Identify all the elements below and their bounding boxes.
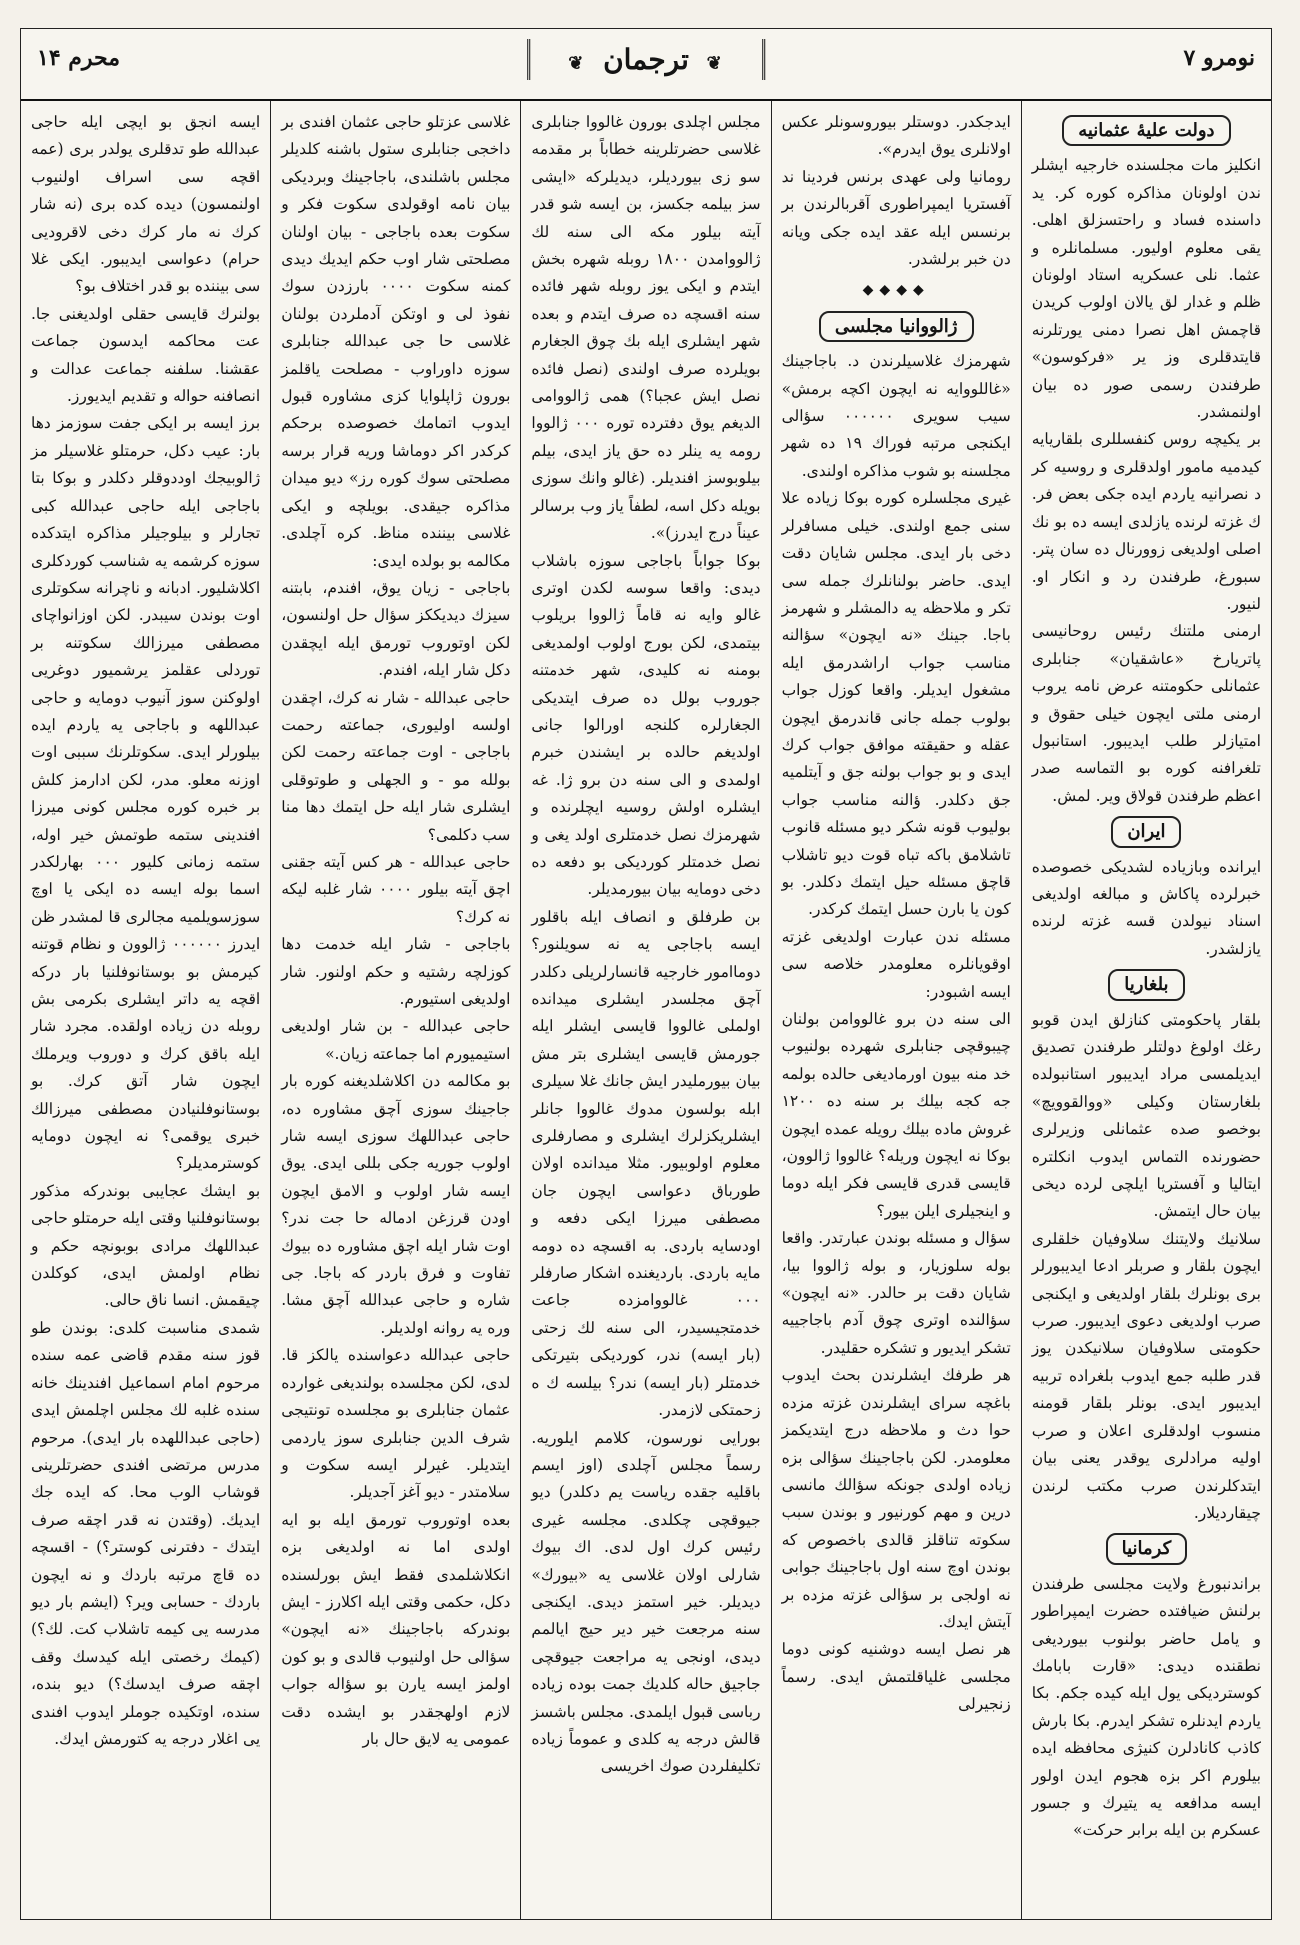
article-paragraph: براندنبورغ ولایت مجلسی طرفندن برلنش ضیافتده حضرت ایمپراطور و یامل حاضر بولنوب بیوردیغی نطقنده دیدی: «قارت بابامك کوستردیکی یول ایله کیده جکم. بکا یاردم ایدنلره تشکر ایدرم. بکا بارش کاذب کانادلرن کنیژی محافظه ایده بیلورم اکر بزه هجوم ایدن اولور ایسه مدافعه یه یتیرك و جسور عسکرم بن ایله برابر حرکت» <box>1031 1574 1261 1840</box>
article-paragraph: هر نصل ایسه دوشنیه کونی دوما مجلسی غلیاقلتمش ایدی. رسماً زنجیرلی <box>781 1640 1011 1714</box>
article-paragraph: حاجی عبدالله - شار نه کرك، اچقدن اولسه اولیوری، جماعته رحمت باجاجی - اوت جماعته رحمت لکن بولله مو - و الجهلی و طوتوقلی ایشلری شار ایله حل ایتمك دها منا سب دکلمی؟ <box>281 688 511 844</box>
section-heading-text: ژالووانیا مجلسی <box>819 311 974 342</box>
newspaper-title-text: ترجمان <box>603 43 689 76</box>
section-heading-text: کرمانیا <box>1106 1533 1188 1564</box>
article-paragraph: سلانیك ولایتنك سلاوفیان خلقلری ایچون بلقار و صربلر ادعا ایدیبورلر بری بونلرك بلقار اولدیغی و ایکنجی صرب اولدیغی دعوی ایدیبور. صرب حکومتی سلاوفیان سلانیکدن یوز قدر طلبه جمع ایدوب بلغراده تربیه ایدیبور ایدی. بونلر بلقار قومنه منسوب اولدقلری اعلان و صرب اولیه مرادلری یوقدر یعنی بیان ایتدکلرندن صرب مکتب لرندن چیقاردیلار. <box>1031 1229 1261 1522</box>
article-paragraph: بو مکالمه دن اکلاشلدیغنه کوره بار جاجینك سوزی آچق مشاوره ده، حاجی عبداللهك سوزی ایسه شار اولوب جوریه جکی بللی ایدی. یوق ایسه شار اولوب و الامق ایچون اودن قرزغن ادماله حا جت ندر؟ اوت شار ایله اچق مشاوره ده بیوك تفاوت و فرق باردر که باجا. جی شاره و حاجی عبدالله آچق مشا. وره یه روانه اولدیلر. <box>281 1072 511 1337</box>
article-paragraph: غلاسی عزتلو حاجی عثمان افندی بر داخجی جنابلری ستول باشنه کلدیلر مجلس باشلندی، باجاجینك وبردیکی بیان نامه اوقولدی سکوت فکر و سکوت بعده باجاجی - بیان اولنان مصلحتی شار اوب حکم ایدیك دیدی کمنه سکوت ۰۰۰۰ بارزدن سوك نفوذ لی و اوتکن آدملردن بولنان غلاسی حا جی عبدالله جنابلری سوزه داوراوب - مصلحت یاقلمز بورون ژاپلوایا کزی مشاوره قبول ایدوب اتمامك خصوصده برحکم کرکدر اکر دوماشا وریه قرار برسه مصلحتی سوك کوره رز» دیو میدان مذاکره جیقدی. بویلچه و ایکی غلاسی بیننده مناظ. كره آچلدی. مکالمه بو بولده ایدی: <box>281 113 511 570</box>
columns <box>21 101 1271 1919</box>
article-paragraph: رومانیا ولی عهدی برنس فردینا ند آفستریا ایمپراطوری آقربالرندن بر برنسس ایله عقد ایده جکی ویانه دن خبر برلشدر. <box>781 167 1011 269</box>
section-heading <box>782 311 1011 342</box>
article-paragraph: بو ایشك عجایبی بوندرکه مذکور بوستانوفلنیا وقتی ایله حرمتلو حاجی عبداللهك مرادی بوبونچه حکم و نظام اولمش ایدی، کوکلدن چیقمش. انسا ناق حالی. <box>30 1181 261 1310</box>
article-paragraph: بولنرك قایسی حقلی اولدیغنی جا. عت محاکمه ایدسون جماعت عقشنا. سلفنه جماعت عدالت و انصافنه حواله و تقدیم ایدیورز. <box>30 304 261 406</box>
article-paragraph: بوکا جواباً باجاجی سوزه باشلاب دیدی: واقعا سوسه لکدن اوتری غالو وایه نه قاماً ژالووا بریلوب بیتمدی، لکن بورج اولوب اولمدیغی بومنه نه کلیدی، شهر خدمتنه جوروب بولل ده صرف ایتدیکی الجغارلره کلنجه اورالوا جانی اولدیغم حالده بر ایشندن خبرم اولمدی و الی سنه دن برو ژا. غه ایشلره اولش روسیه ایچلرنده و شهرمزك نصل خدمتلری اولد یغی و نصل خدمتلر کوردیکی بو دفعه ده دخی دومایه بیان بیورمدیلر. <box>531 551 761 899</box>
article-paragraph: بورایی نورسون، کلامم ایلوریه. رسماً مجلس آچلدی (اوز ایسم باقلیه جقده ریاست یم دکلدر) دیو جیوقچی چکلدی. مجلسه غیری رئیس کرك اول لدی. اك بیوك شارلی اولان غلاسی یه «بیورك» دیدیلر. خیر استمز دیدی. ایکنجی سنه مرجعت خیر دیر حیج ایالمم دیدی، اونجی یه مراجعت جیوقچی جاجیق حاله کلدیك جمت بوده زیاده رباسی قبول ایلمدی. مجلس باشسز قالش درجه یه کلدی و عموماً زیاده تکلیفلردن صوك اخریسی <box>531 1428 761 1776</box>
issue-number: نومرو ۷ <box>1183 45 1255 71</box>
article-paragraph: بن طرفلق و انصاف ایله باقلور ایسه باجاجی یه نه سویلنور؟ دوماامور خارجیه قانسارلریلی دکلدر آچق مجلسدر ایشلری میدانده اولملی غالووا قایسی ایشلر ایله جورمش قایسی ایشلری بتر مش بیان بیورملیدر ایش جانك غلا سیلری ابله بولسون مدوك غالووا جانلر ایشلریکزلرك ایشلری و مصارفلری معلوم اولوبیور. مثلا میدانده اولان طورباق دعواسی ایچون جان مصطفی میرزا ایکی دفعه و اودسایه باردی. به اقسچه ده دومه مایه باردی. باردیغنده اشکار صارفلر ۰۰۰ غالووامزده جاعت خدمتجیسیدر، الی سنه لك زحتی (بار ایسه) ندر، کوردیکی بتیرتکی خدمتلر (بار ایسه) ندر؟ بیلسه ك ه زحمتكی لازمدر. <box>531 907 761 1420</box>
article-paragraph: غیری مجلسلره کوره بوکا زیاده علا سنی جمع اولندی. خیلی مسافرلر دخی بار ایدی. مجلس شایان دقت ایدی. حاضر بولنانلرك جمله سی تکر و ملاحظه یه دالمشلر و شهرمز باجا. جینك «نه ایچون» سؤالنه مناسب جواب اراشدرمق ایله مشغول ایدیلر. واقعا کوزل جواب بولوب جمله جانی قاندرمق ایچون عقله و حقیقته موافق جواب کرك ایدی و بو جواب بولنه جق و آیتلمیه جق دکلدر. ؤالنه مناسب جواب بولیوب قونه شکر دیو مسئله قانوب تاشلامق باکه تباه قوت دیو تاشلاب قاچق مسئله حیل ایتمك دکلدر. بو کون یا بارن حسل ایتمك کرکدر. <box>781 489 1011 919</box>
article-paragraph: حاجی عبدالله - بن شار اولدیغی استیمیورم اما جماعته زیان.» <box>281 1017 511 1063</box>
newspaper-page <box>20 28 1272 1920</box>
column-2 <box>771 101 1021 1919</box>
section-heading <box>1032 1533 1261 1564</box>
article-paragraph: باجاجی - شار ایله خدمت دها کوزلچه رشتیه و حکم اولنور. شار اولدیغی استیورم. <box>281 935 511 1008</box>
section-heading-text: ایران <box>1111 816 1181 847</box>
article-paragraph: بر یکیچه روس کنفسللری بلقاریایه کیدمیه مامور اولدقلری و روسیه کر د نصرانیه یاردم ایده جکی بعض فر. ك غزته لرنده یازلدی ایسه ده بو نك اصلی اولدیغی زوورنال ده سان پتر. سبورغ، طرفندن رد و انکار او. لنیور. <box>1031 430 1261 613</box>
article-paragraph: ارمنی ملتنك رئیس روحانیسی پاتریارخ «عاشقیان» جنابلری عثمانلی حکومتنه عرض نامه یروب ارمنی ملتی ایچون خیلی حقوق و امتیازلر طلب ایدیبور. استانبول تلغرافنه کوره بو التماسه صدر اعظم طرفندن قولاق ویر. لمش. <box>1031 622 1261 805</box>
section-heading <box>1032 816 1261 847</box>
masthead <box>21 29 1271 101</box>
section-heading-text: دولت علیهٔ عثمانیه <box>1062 115 1230 146</box>
ornament-icon: ❦ <box>706 53 724 74</box>
article-paragraph: بلقار پاحکومتی کنازلق ایدن قوبو رغك اولوغ دولتلر طرفندن تصدیق ایدیلمسی مراد ایدیبور استانبولده بلغارستان وکیلی «ووالقوویچ» بوخصو صده عثمانلی وزیرلری حضورنده التماس ایدوب انکلتره ایتالیا و آفستریا ایلچی لرده دیخی بیان حال ایتمش. <box>1031 1010 1261 1221</box>
article-paragraph: باجاجی - زیان یوق، افندم، بابتنه سیزك دیدیککز سؤال حل اولنسون، لکن اوتوروب تورمق ایله ایچقدن دکل شار ایله، افندم. <box>281 578 511 680</box>
column-3 <box>520 101 770 1919</box>
ornamental-divider: ◆◆◆◆ <box>862 282 930 299</box>
article-paragraph: الی سنه دن برو غالووامن بولنان چیبوقچی جنابلری شهرده بولنیوب خد منه بیون اورمادیغی حالده بولمه جه کجه بیلك بر سنه ده ۱۲۰۰ غروش ماده بیلك رویله عمده ایچون بوکا نه ایچون وریله؟ غالووا ژالوون، قایسی قدری قایسی فکر ایله دوما و اینجیلری ایلن بیور؟ <box>781 1010 1011 1220</box>
column-4 <box>270 101 520 1919</box>
article-paragraph: سؤال و مسئله بوندن عبارتدر. واقعا بوله سلوزیار، و بوله ژالووا بیا، شایان دقت بر حالدر. «نه ایچون» سؤالنده اوتری چوق آدم باجاجییه تشکر ایدیور و تشکره حقلیدر. <box>781 1229 1011 1357</box>
article-paragraph: انکلیز مات مجلسنده خارجیه ایشلر ندن اولونان مذاکره کوره کر. ید داسنده فساد و راحتسزلق اهلی. یقی معلوم اولیور. مسلمانلره و عثما. نلی عسکریه استاد اولونان ظلم و غدار لق یالان اولوب کریدن قاچمش اهل نصرا دمنی یورتلرنه قایتدقلری وز یر «فرکوسون» طرفندن رسمی صور ده بیان اولنمشدر. <box>1031 156 1261 422</box>
article-paragraph: حاجی عبدالله - هر کس آیته جقنی اچق آیته بیلور ۰۰۰۰ شار غلبه لیکه نه کرك؟ <box>281 852 511 926</box>
ornament-icon: ❦ <box>568 53 586 74</box>
newspaper-title <box>527 39 765 80</box>
column-1 <box>1021 101 1271 1919</box>
article-paragraph: هر طرفك ایشلرندن بحث ایدوب باغچه سرای ایشلرندن غزته مزده حوا دث و ملاحظه درج ایتدیکمز معلومدر. لکن باجاجینك سؤالی بزه زیاده اولدی جونکه سؤالك مانسی درین و مهم کورنیور و بوندن سبب سکوته تناقلز قالدی باخصوص که بوندن اوچ سنه اول باجاجینك جوابی نه اولجی بر سؤالی غزته مزده بر آیتش ایدك. <box>781 1366 1011 1631</box>
article-paragraph: ایدجکدر. دوستلر بیوروسونلر عکس اولانلری یوق ایدرم». <box>781 113 1011 159</box>
article-paragraph: شهرمزك غلاسیلرندن د. باجاجینك «غاللووایه نه ایچون اکچه برمش» سیب سویری ۰۰۰۰۰۰ سؤالی ایکنجی مرتبه فوراك ۱۹ ده شهر مجلسنه بو شوب مذاکره اولندی. <box>781 352 1011 480</box>
article-paragraph: برز ایسه بر ایکی جفت سوزمز دها بار: عیب دکل، حرمتلو غلاسیلر مز ژالوبیجك اوددوقلر دکلدر و بوکا بتا باجاجی ایله حاجی عبدالله کبی تجارلر و بیلوجیلر مذاکره ایتدکده سوزه کرشمه یه شناسب کوردکلری اکلاشلیور. ادبانه و ناچرانه سکوتلری اوت بوندن سیبدر. لکن اوزانواچای مصطفی میرزالك سکوتنه بر توردلی عقلمز یرشمیور دوغریی اولوکنن سوز آنیوب دومایه و حاجی عبداللهه و باجاجی یه یاردم ایده بیلورلر ایدی. سکوتلرنك سببی اوت اوزنه معلو. مدر، لکن ادارمز کلش بر خبره کوره مجلس کونی میرزا افندینی ستمه طوتمش خیر اوله، ستمه زمانی کلیور ۰۰۰ بهارلکدر اسما بوله ایسه ده ایکی یا اوچ سوزسویلمیه مجالری قا لمشدر ظن ایدرز ۰۰۰۰۰۰ ژالوون و نظام قوتنه کیرمش بو بوستانوفلنیا بار درکه اقچه یه داتر ایشلری بکرمی بش روبله دن زیاده اولقده. مجرد شار ایله باقق کرك و دوروب ویرملك ایچون شار آتق کرك. بو بوستانوفلنیادن مصطفی میرزالك خبری یوقمی؟ نه ایچون دومایه کوسترمدیلر؟ <box>30 414 261 1173</box>
section-heading-text: بلغاریا <box>1108 969 1184 1000</box>
article-paragraph: شمدی مناسبت کلدی: بوندن طو قوز سنه مقدم قاضی عمه سنده مرحوم امام اسماعیل افندینك خانه سنده غلبه لك مجلس اچلمش ایدی (حاجی عبداللهده بار ایدی). مرحوم مدرس مرتضی افندی حضرتلرینی قوشاب الوب محا. که ایده جك ایدیك. (وقتدن نه قدر اچقه صرف ایتدك - دفترنی کوستر؟) - اقسچه ده قاچ مرتبه باردك و نه ایچون باردك - حسابی ویر؟ (ایشم بار دیو مدرسه یی کیمه تاشلاب کت. لك؟) (کیمك رخصتی ایله کیدسك وقف اچقه صرف ایدسك؟) دیو بنده، سنده، اوتکیده جوملر ایدوب افندی یی اغلار درجه یه کتورمش ایدك. <box>30 1318 261 1748</box>
article-paragraph: ایرانده وبازیاده لشدیکی خصوصده خبرلرده پاکاش و مبالغه اولدیغی اسناد نیولدن قسه غزته لرنده یازلشدر. <box>1031 857 1261 958</box>
issue-date: ۱۴ محرم <box>37 45 121 71</box>
section-heading <box>1032 969 1261 1000</box>
article-paragraph: بعده اوتوروب تورمق ایله بو ایه اولدی اما نه اولدیغی بزه انکلاشلمدی فقط ایش بورلسنده دکل، حکمی وقتی ایله اکلارز - ایش بوندرکه باجاجینك «نه ایچون» سؤالی حل اولنیوب قالدی و بو کون اولمز ایسه یارن بو سؤاله جواب لازم اولهجقدر بو ایشده دقت عمومی یه لایق حال بار <box>281 1510 511 1748</box>
section-heading <box>1032 115 1261 146</box>
article-paragraph: مسئله ندن عبارت اولدیغی غزته اوقویانلره معلومدر خلاصه سی ایسه اشبودر: <box>781 927 1011 1001</box>
article-paragraph: مجلس اچلدی بورون غالووا جنابلری غلاسی حضرتلرینه خطاباً بر مقدمه سو زی بیوردیلر، دیدیلرکه «ایشی سز بیلمه جکسز، بن ایسه شو قدر آیته بیلور مکه الی سنه لك ژالووامدن ۱۸۰۰ روبله شهره بخش ایتدم و ایکی یوز روبله شهر فائده سنه اقسچه ده صرف ایتدم و بعده شهر ایشلری ایله بك چوق الجغارم بویلرده صرف اولندی (نصل فائده نصل ایش عجبا؟) همی ژالووامی الدیغم یوق دفترده توره ۰۰۰ ژالووا رومه یه ینلر ده حق یاز ایدی، بیلم بیلوبوسز افندیلر. (غالو وانك سوزی بویله دکل اسه، لطفاً یاز وب برسالر عیناً درج ایدرز)». <box>531 113 761 543</box>
column-5 <box>21 101 270 1919</box>
article-paragraph: حاجی عبدالله دعواسنده یالکز قا. لدی، لکن مجلسده بولندیغی غوارده عثمان جنابلری بو مجلسده تونتیجی شرف الدین جنابلری سوز یاردمی ایتدیلر. غیرلر ایسه سکوت و سلامتدر - دیو آغز آجدیلر. <box>281 1346 511 1502</box>
article-paragraph: ایسه انجق بو ایچی ایله حاجی عبدالله طو تدقلری یولدر بری (عمه اقچه سی اسراف اولنیوب اولنمسون) دیده کده بری (نه شار کرك نه مار کرك دخی لاقرودیی حرام) دعواسی ایدیبور. ایکی غلا سی بیننده بو قدر اختلاف بو؟ <box>30 113 261 296</box>
